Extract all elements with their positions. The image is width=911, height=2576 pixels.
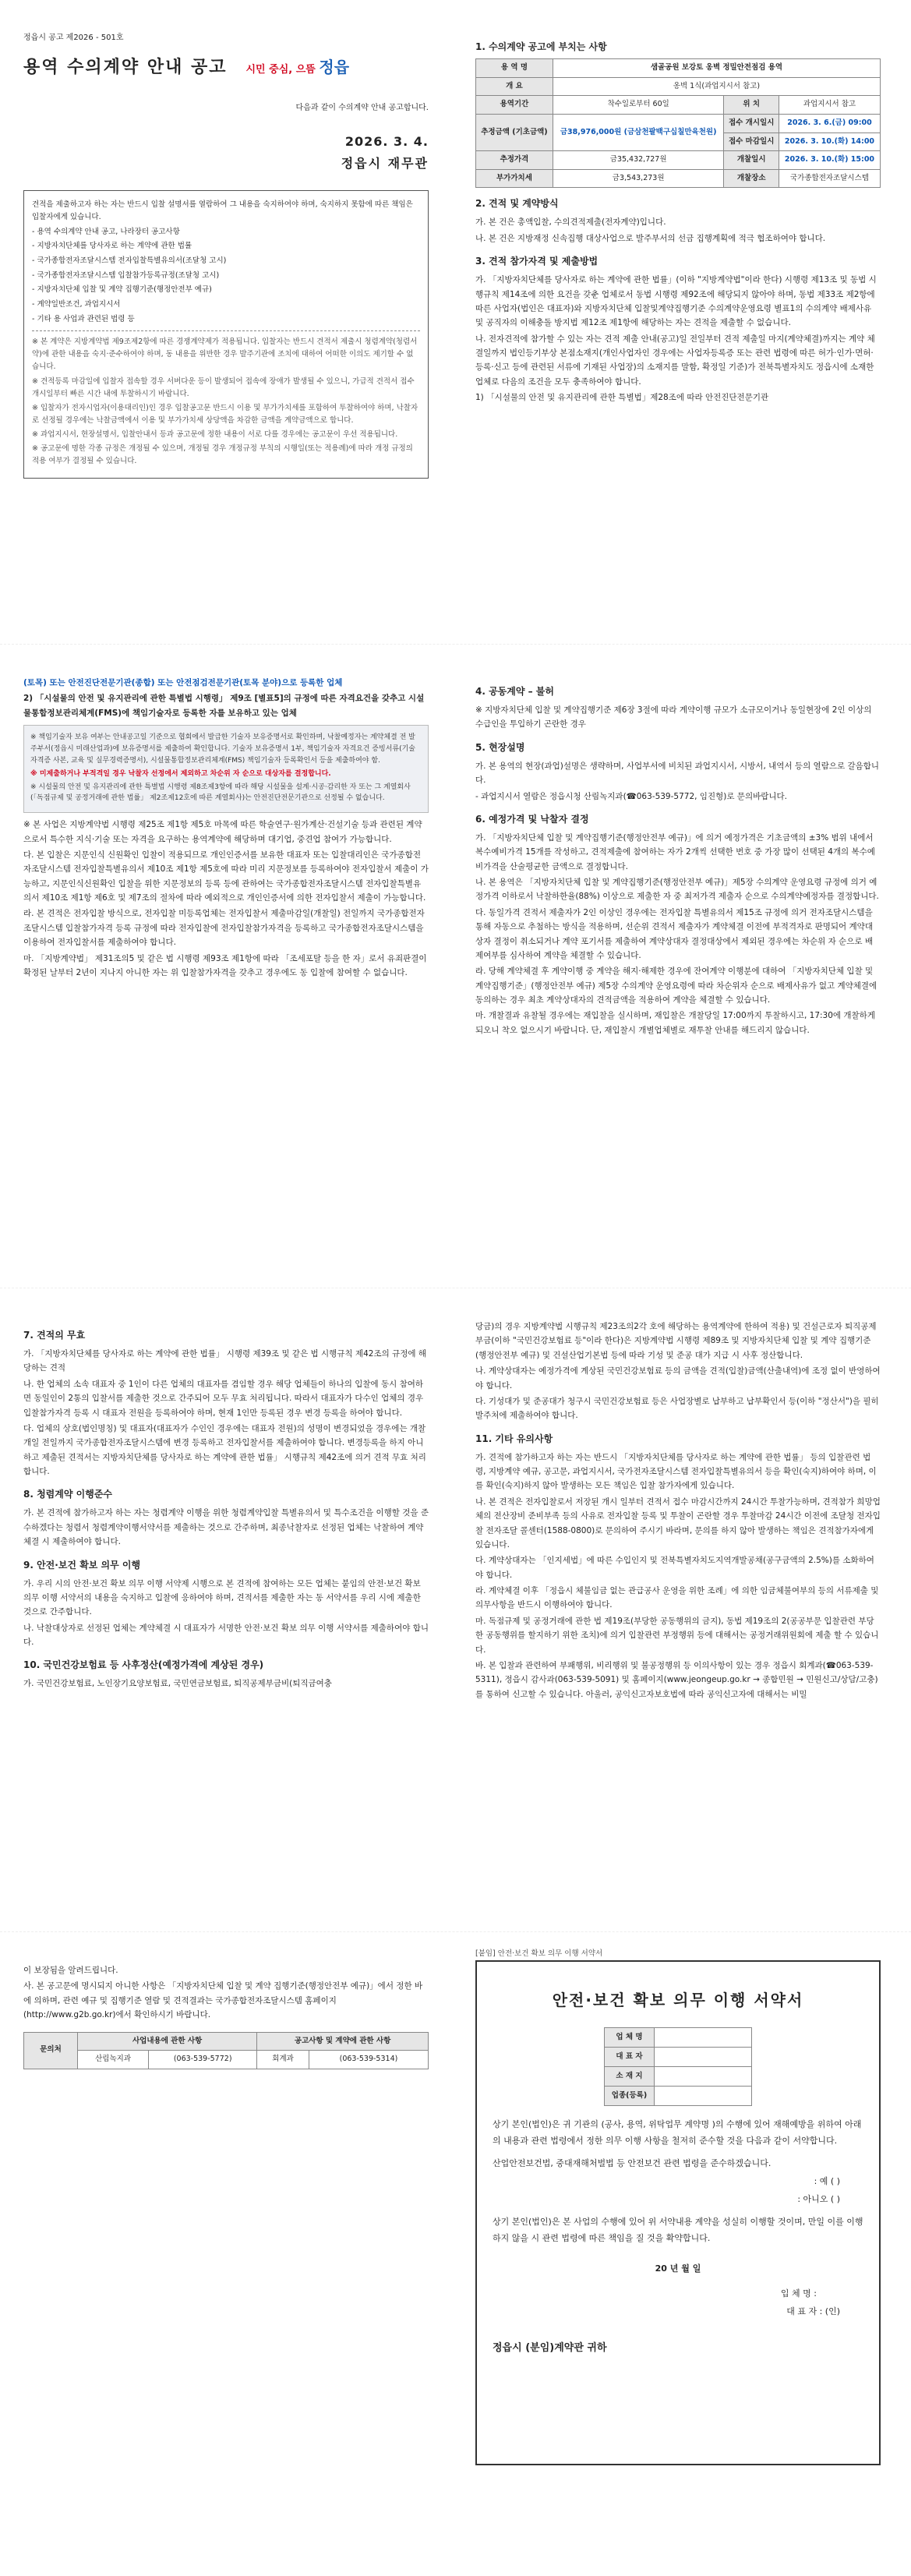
section-2-title: 2. 견적 및 계약방식 [475, 198, 559, 210]
cell-label: 추정금액 (기초금액) [476, 114, 553, 150]
section-10-cont: 다. 기성대가 및 준공대가 청구시 국민건강보험료 등은 사업장별로 납부하고 납부확인서 등(이하 "정산서")을 필히 발주처에 제출하여야 합니다. [475, 1396, 879, 1421]
form-label: 업종(등록) [605, 2087, 655, 2106]
section-6-line: 라. 당해 계약체결 후 계약이행 중 계약을 해지·해제한 경우에 잔여계약 이행분에 대하여 「지방자치단체 입찰 및 계약집행기준」(행정안전부 예규) 제5장 수의계약 운영요령에 따라 차순위자 순으로 배제사유가 없고 계약체결에 동의하는 경우 최초 계약상대자의 견적금액을 적용하여 계약을 체결할 수 있습니다. [475, 966, 877, 1005]
form-label: 업 체 명 [605, 2028, 655, 2048]
cell-value: 국가종합전자조달시스템 [779, 169, 880, 188]
page-2-right [475, 676, 881, 1039]
summary-line: - 국가종합전자조달시스템 전자입찰특별유의서(조달청 고시) [32, 256, 227, 265]
section-3-line: 1) 「시설물의 안전 및 유지관리에 관한 특별법」제28조에 따라 안전진단전문기관 [475, 393, 769, 403]
notice-date: 2026. 3. 4. [344, 133, 429, 149]
page-2 [0, 644, 911, 1288]
cell-value: 2026. 3. 10.(화) 15:00 [779, 151, 880, 170]
page-1-left [23, 31, 429, 479]
intro-text: 다음과 같이 수의계약 안내 공고합니다. [295, 104, 429, 112]
requirement-notice-box [23, 725, 429, 813]
section-6-title: 6. 예정가격 및 낙찰자 결정 [475, 813, 589, 825]
page-3-left [23, 1320, 429, 1693]
page-1 [0, 0, 911, 644]
cell-label: 추정가격 [476, 151, 553, 170]
section-11-line: 가. 견적에 참가하고자 하는 자는 반드시 「지방자치단체를 당사자로 하는 계약에 관한 법률」 등의 입찰관련 법령, 지방계약 예규, 공고문, 과업지시서, 국가전자조달시스템 전자입찰특별유의서 등을 확인(숙지)하여야 하며, 이를 확인(숙지)하지 않아 발생하는 모든 책임은 입찰 참가자에게 있습니다. [475, 1452, 877, 1491]
section-1-title: 1. 수의계약 공고에 부치는 사항 [475, 41, 607, 52]
pledge-option-yes: : 예 ( ) [814, 2176, 840, 2186]
summary-line: - 계약일반조건, 과업지시서 [32, 299, 121, 309]
notice-number: 정읍시 공고 제2026 - 501호 [23, 34, 124, 42]
section-8-line: 가. 본 견적에 참가하고자 하는 자는 청렴계약 이행을 위한 청렴계약입찰 특별유의서 및 특수조건을 이행할 것을 준수하겠다는 청렴서 청렴계약이행서약서를 제출하는 것으로 간주하며, 최종낙찰자로 선정된 업체는 낙찰하여 계약체결 시 제출하여야 합니다. [23, 1508, 429, 1547]
pledge-paragraph: 산업안전보건법, 중대재해처벌법 등 안전보건 관련 법령을 준수하겠습니다. [493, 2158, 772, 2169]
summary-line: - 지방자치단체 입찰 및 계약 집행기준(행정안전부 예규) [32, 285, 212, 295]
summary-line: 견적을 제출하고자 하는 자는 반드시 입찰 설명서를 열람하여 그 내용을 숙지하여야 하며, 숙지하지 못함에 따른 책임은 입찰자에게 있습니다. [32, 200, 413, 222]
cell-label: 부가가치세 [476, 169, 553, 188]
contact-phone: (063-539-5772) [149, 2051, 257, 2069]
cell-label: 접수 마감일시 [724, 133, 779, 151]
section-5-line: 가. 본 용역의 현장(과업)설명은 생략하며, 사업부서에 비치된 과업지시서, 시방서, 내역서 등의 열람으로 갈음합니다. [475, 761, 880, 786]
summary-line: - 지방자치단체를 당사자로 하는 계약에 관한 법률 [32, 242, 192, 251]
section-8-title: 8. 청렴계약 이행준수 [23, 1489, 113, 1500]
pledge-representative: 대 표 자 : (인) [786, 2306, 840, 2317]
contact-col-header: 사업내용에 관한 사항 [78, 2032, 257, 2051]
form-label: 대 표 자 [605, 2048, 655, 2067]
section-7-line: 다. 업체의 상호(법인명칭) 및 대표자(대표자가 수인인 경우에는 대표자 전원)의 성명이 변경되었을 경우에는 개찰개일 전일까지 국가종합전자조달시스템에 변경 등록하고 전자입찰서를 제출하여야 합니다. 변경등록을 하지 아니하고 제출된 견적서는 지방자치단체를 당사자로 하는 계약에 관한 법률」 시행규칙 제42조에 의거 견적 무효 처리합니다. [23, 1423, 426, 1476]
contact-phone: (063-539-5314) [309, 2051, 428, 2069]
cell-value: 옹벽 1식(과업지시서 참고) [553, 77, 880, 96]
section-11-title: 11. 기타 유의사항 [475, 1433, 553, 1444]
contact-table [23, 2032, 429, 2069]
form-field [654, 2087, 751, 2106]
section-11-line: 라. 계약체결 이후 「정읍시 체불임금 없는 관급공사 운영을 위한 조례」에 의한 임금체불여부의 등의 서류제출 및 의무사항을 반드시 이행하여야 합니다. [475, 1586, 879, 1610]
page-3 [0, 1288, 911, 1932]
section-3-line: 가. 「지방자치단체를 당사자로 하는 계약에 관한 법률」(이하 "지방계약법"이라 한다) 시행령 제13조 및 동법 시행규칙 제14조에 의한 요건을 갖춘 업체로서 동법 시행령 제92조에 해당되지 않아야 하며, 동법 제33조 제2항에 따른 사업자(법인은 대표자)와 지방자치단체 입찰및계약집행기준 수의계약운영요령 별표1의 수의계약 배제사유 및 공직자의 이해충돌 방지법 제12조 제1항에 해당하는 자는 견적을 제출할 수 없습니다. [475, 275, 877, 328]
section-10-cont: 당금)의 경우 지방계약법 시행규칙 제23조의2각 호에 해당하는 용역계약에 한하여 적용) 및 건설근로자 퇴직공제부금(이하 "국민건강보험료 등"이라 한다)은 지방계약법 시행령 제89조 및 지방자치단체 입찰 및 계약 집행기준(행정안전부 예규) 및 건설산업기본법 등에 따라 기성 및 준공 대가 지급 시 사후 정산합니다. [475, 1322, 877, 1360]
pledge-title: 안전·보건 확보 의무 이행 서약서 [552, 1991, 804, 2010]
summary-note: ※ 공고문에 명한 각종 규정은 개정될 수 있으며, 개정될 경우 개정규정 부칙의 시행일(또는 적용례)에 따라 개정 규정의 적용 여부가 결정될 수 있습니다. [32, 444, 413, 466]
section-7-title: 7. 견적의 무효 [23, 1330, 86, 1341]
summary-line: - 기타 용 사업과 관련된 법령 등 [32, 314, 135, 323]
section-3-cont: (토목) 또는 안전진단전문기관(종합) 또는 안전점검전문기관(토목 분야)으로 등록한 업체 [23, 678, 343, 687]
divider [32, 330, 420, 331]
section-5-title: 5. 현장설명 [475, 741, 525, 753]
section-11-cont: 사. 본 공고문에 명시되지 아니한 사항은 「지방자치단체 입찰 및 계약 집행기준(행정안전부 예규)」에서 정한 바에 의하며, 관련 예규 및 집행기준 열람 및 견적결과는 국가종합전자조달시스템 홈페이지(http://www.g2b.go.kr)에서 확인하시기 바랍니다. [23, 1981, 423, 2020]
section-11-line: 나. 본 견적은 전자입찰로서 저장된 개시 일부터 견적서 접수 마감시간까지 24시간 투찰가능하며, 견적참가 희망업체의 전산장비 준비부족 등의 사유로 전자입찰 등록 및 투찰이 곤란할 경우 투찰마감 24시간 이전에 조달청 전자입찰 전자조달 콜센터(1588-0800)로 문의하여 주시기 바라며, 문의를 하지 않아 발생하는 책임은 견적참가자에게 있습니다. [475, 1496, 881, 1549]
contact-dept: 회계과 [257, 2051, 309, 2069]
cell-label: 접수 개시일시 [724, 114, 779, 133]
cell-value: 2026. 3. 10.(화) 14:00 [779, 133, 880, 151]
cell-label: 개 요 [476, 77, 553, 96]
section-9-title: 9. 안전·보건 확보 의무 이행 [23, 1559, 141, 1571]
section-3-more: 라. 본 견적은 전자입찰 방식으로, 전자입찰 미등록업체는 전자입찰서 제출마감일(개찰일) 전일까지 국가종합전자조달시스템 입찰참가자격 등록 규정에 따라 전자입찰에 전자입찰참가자격을 등록하고 국가종합전자조달시스템을 이용하여 전자입찰서를 제출하여야 합니다. [23, 909, 425, 948]
summary-box [23, 190, 429, 479]
cell-value: 착수일로부터 60일 [553, 96, 724, 115]
contact-header: 문의처 [24, 2032, 78, 2069]
section-6-line: 마. 개찰결과 유찰될 경우에는 재입찰을 실시하며, 재입찰은 개찰당일 17:00까지 투찰하시고, 17:30에 개찰하게 되오니 착오 없으시기 바랍니다. 단, 재입찰시 개별업체별로 재투찰 안내를 해드리지 않습니다. [475, 1011, 875, 1035]
form-field [654, 2048, 751, 2067]
section-7-line: 가. 「지방자치단체를 당사자로 하는 계약에 관한 법률」 시행령 제39조 및 같은 법 시행규칙 제42조의 규정에 해당하는 견적 [23, 1349, 426, 1373]
project-info-table [475, 58, 881, 188]
page-4-right [475, 1948, 881, 2465]
contact-col-header: 공고사항 및 계약에 관한 사항 [257, 2032, 429, 2051]
cell-value: 과업지시서 참고 [779, 96, 880, 115]
pledge-paragraph: 상기 본인(법인)은 본 사업의 수행에 있어 위 서약내용 계약을 성실히 이행할 것이며, 만일 이를 이행하지 않을 시 관련 법령에 따른 책임을 질 것을 확약합니다. [493, 2216, 863, 2243]
section-4-line: ※ 지방자치단체 입찰 및 계약집행기준 제6장 3절에 따라 계약이행 규모가 소규모이거나 동일현장에 2인 이상의 수급인을 투입하기 곤란한 경우 [475, 705, 872, 730]
section-3-title: 3. 견적 참가자격 및 제출방법 [475, 256, 599, 267]
section-9-line: 가. 우리 시의 안전·보건 확보 의무 이행 서약제 시행으로 본 견적에 참여하는 모든 업체는 붙임의 안전·보건 확보 의무 이행 서약서의 내용을 숙지하고 입찰에 응하여야 하며, 견적서를 제출한 자는 동 서약서를 우리 시에 제출한 것으로 간주합니다. [23, 1578, 421, 1617]
form-field [654, 2067, 751, 2087]
gray-note: ※ 책임기술자 보유 여부는 안내공고일 기준으로 협회에서 발급한 기술자 보유증명서로 확인하며, 낙찰예정자는 계약체결 전 발주부서(정읍시 미래산업과)에 보유증명서를 제출하여 확인합니다. 기술자 보유증명서 1부, 책임기술자 자격요건 증빙서류(기술자격증 사본, 교육 및 실무경력증명서), 시설물통합정보관리체계(FMS) 책임기술자 등록확인서 등을 제출하여야 함. [30, 733, 415, 765]
cell-value: 금35,432,727원 [553, 151, 724, 170]
summary-note: ※ 입찰자가 전자시업자(이용대리인)인 경우 입찰공고문 반드시 이용 및 부가가치세를 포함하여 투찰하여야 하며, 낙찰자로 선정될 경우에는 낙찰금액에서 이용 및 부가가치세 상당액을 차감한 금액을 계약금액으로 합니다. [32, 403, 418, 425]
logo-big-text: 정읍 [319, 58, 350, 77]
pledge-info-table [604, 2027, 752, 2106]
cell-value: 금38,976,000원 (금삼천팔백구십칠만육천원) [553, 114, 724, 150]
cell-value: 2026. 3. 6.(금) 09:00 [779, 114, 880, 133]
pledge-paragraph: 상기 본인(법인)은 귀 기관의 (공사, 용역, 위탁업무 계약명 )의 수행에 있어 재해예방을 위하여 아래의 내용과 관련 법령에서 정한 의무 이행 사항을 철저히 준수할 것을 다음과 같이 서약합니다. [493, 2119, 862, 2147]
gray-note: ※ 시설물의 안전 및 유지관리에 관한 특별법 시행령 제8조제3항에 따라 해당 시설물을 설계·시공·감리한 자 또는 그 계열회사(「독점규제 및 공정거래에 관한 법률」 제2조제12호에 따른 계열회사)는 안전진단전문기관으로 선정될 수 없습니다. [30, 783, 411, 803]
section-10-line: 가. 국민건강보험료, 노인장기요양보험료, 국민연금보험료, 퇴직공제부금비(퇴직금여충 [23, 1679, 332, 1689]
section-10-cont: 나. 계약상대자는 예정가격에 계상된 국민건강보험료 등의 금액을 견적(입찰)금액(산출내역)에 조정 없이 반영하여야 합니다. [475, 1366, 881, 1390]
section-3-cont: 2) 「시설물의 안전 및 유지관리에 관한 특별법 시행령」 제9조 [별표5]의 규정에 따른 자격요건을 갖추고 시설물통합정보관리체계(FMS)에 책임기술자로 등록한 자를 보유하고 있는 업체 [23, 694, 425, 718]
pledge-addressee: 정읍시 (분임)계약관 귀하 [493, 2342, 607, 2355]
summary-note: ※ 견적등록 마감일에 입찰자 접속할 경우 서버다운 등이 발생되어 접속에 장애가 발생될 수 있으니, 가급적 견적서 접수개시일부터 빠른 시간 내에 투찰하시기 바랍니다. [32, 376, 415, 398]
section-11-line: 마. 독점규제 및 공정거래에 관한 법 제19조(부당한 공동행위의 금지), 동법 제19조의 2(공공부문 입찰관련 부당한 공동행위를 할지하기 위한 조치)에 의거 입찰관련 부정행위 등에 대해서는 공정거래위원회에 제출 할 수 있습니다. [475, 1616, 879, 1655]
section-2-line: 가. 본 건은 총액입찰, 수의견적제출(전자계약)입니다. [475, 217, 666, 228]
pledge-form [475, 1960, 881, 2465]
section-11-cont: 이 보장됨을 알려드립니다. [23, 1966, 118, 1975]
page-4-left [23, 1963, 429, 2069]
cell-label: 위 치 [724, 96, 779, 115]
pledge-company: 입 체 명 : [780, 2288, 817, 2299]
summary-note: ※ 본 계약은 지방계약법 제9조제2항에 따른 경쟁계약제가 적용됩니다. 입찰자는 반드시 견적서 제출시 청렴계약(청렴서약)에 관한 내용을 숙지·준수하여야 하며, 동 내용을 위반한 경우 발주기관에 조치에 대하여 어떠한 이의도 제기할 수 없습니다. [32, 337, 418, 372]
section-5-line: - 과업지시서 열람은 정읍시청 산림녹지과(☎063-539-5772, 임진형)로 문의바랍니다. [475, 791, 788, 801]
section-2-line: 나. 본 건은 지방재정 신속집행 대상사업으로 발주부서의 선금 집행계획에 적극 협조하여야 합니다. [475, 233, 826, 243]
summary-line: - 용역 수의계약 안내 공고, 나라장터 공고사항 [32, 227, 180, 236]
appendix-caption: [붙임] 안전·보건 확보 의무 이행 서약서 [475, 1949, 603, 1958]
section-3-more: 다. 본 입찰은 지문인식 신원확인 입찰이 적용되므로 개인인증서를 보유한 대표자 또는 입찰대리인은 국가종합전자조달시스템 전자입찰특별유의서 제10조 제1항 제5호에 따라 미리 지문정보를 등록하여야 전자입찰서 제출이 가능하고, 지문인식신원확인 입찰을 위한 지문정보의 등록 등에 관하여는 국가종합전자조달시스템 전자입찰특별유의서 제10조 제1항 제6호 및 제7조의 절차에 따라 예외적으로 개인인증서에 의한 전자입찰서 제출이 가능합니다. [23, 850, 429, 903]
contact-dept: 산림녹지과 [78, 2051, 149, 2069]
issuing-org: 정읍시 재무관 [341, 155, 429, 171]
summary-note: ※ 과업지시서, 현장설명서, 입찰안내서 등과 공고문에 정한 내용이 서로 다를 경우에는 공고문이 우선 적용됩니다. [32, 430, 398, 440]
page-2-left [23, 676, 429, 981]
section-11-line: 다. 계약상대자는 「인지세법」에 따른 수입인지 및 전북특별자치도지역개발공채(공구금액의 2.5%)를 소화하여야 합니다. [475, 1556, 874, 1580]
page-3-right [475, 1320, 881, 1703]
section-6-line: 다. 동일가격 견적서 제출자가 2인 이상인 경우에는 전자입찰 특별유의서 제15조 규정에 의거 전자조달시스템을 통해 자동으로 추첨하는 방식을 적용하며, 선순위 견적서 제출자가 계약체결 이전에 부적격자로 판명되어 계약대상자 결정이 취소되거나 계약 포기서를 제출하여 계약상대자 결정대상에서 제외된 경우에는 차순위 자 순으로 배제여부를 심사하여 계약을 체결할 수 있습니다. [475, 907, 873, 960]
cell-label: 개찰일시 [724, 151, 779, 170]
cell-value: 샘골공원 보강토 옹벽 정밀안전점검 용역 [553, 59, 880, 78]
city-logo [246, 54, 350, 81]
cell-label: 용 역 명 [476, 59, 553, 78]
section-4-title: 4. 공동계약 – 불허 [475, 686, 554, 697]
pledge-date: 20 년 월 일 [655, 2263, 701, 2274]
gray-note-warning: ※ 미제출하거나 부적격일 경우 낙찰자 선정에서 제외하고 차순위 자 순으로 대상자를 결정합니다. [30, 769, 331, 778]
logo-small-text: 시민 중심, 으뜸 [245, 64, 316, 76]
section-7-line: 나. 한 업체의 소속 대표자 중 1인이 다른 업체의 대표자를 겸임할 경우 해당 업체들이 하나의 입찰에 동시 참여하면 동일인이 2통의 입찰서를 제출한 것으로 간주되어 모두 무효 처리됩니다. 따라서 대표자가 다수인 업체의 경우 입찰참가자격 등록 시 대표자 전원을 등록하여야 하며, 현재 1인만 등록된 경우 변경 등록을 하여야 합니다. [23, 1379, 424, 1418]
page-title: 용역 수의계약 안내 공고 [23, 57, 228, 77]
section-3-more: 마. 「지방계약법」 제31조의5 및 같은 법 시행령 제93조 제1항에 따라 「조세포탈 등을 한 자」로서 유죄판결이 확정된 날부터 2년이 지나지 아니한 자는 위 입찰참가자격을 갖추고 경우에도 동 입찰에 참여할 수 없습니다. [23, 953, 427, 977]
section-11-line: 바. 본 입찰과 관련하여 부패행위, 비리행위 및 불공정행위 등 이의사항이 있는 경우 정읍시 회계과(☎063-539-5311), 정읍시 감사과(063-539-5091) 및 홈페이지(www.jeongeup.go.kr → 종합민원 → 민원신고/상담/고충)를 통하여 신고할 수 있습니다. 아울러, 공익신고자보호법에 따라 공익신고자에 대해서는 비밀 [475, 1660, 878, 1699]
page-4 [0, 1931, 911, 2576]
summary-line: - 국가종합전자조달시스템 입찰참가등록규정(조달청 고시) [32, 270, 220, 280]
cell-value: 금3,543,273원 [553, 169, 724, 188]
section-10-title: 10. 국민건강보험료 등 사후정산(예정가격에 계상된 경우) [23, 1659, 264, 1671]
pledge-option-no: : 아니오 ( ) [797, 2193, 840, 2204]
form-label: 소 재 지 [605, 2067, 655, 2087]
cell-label: 용역기간 [476, 96, 553, 115]
section-6-line: 가. 「지방자치단체 입찰 및 계약집행기준(행정안전부 예규)」에 의거 예정가격은 기초금액의 ±3% 범위 내에서 복수예비가격 15개를 작성하고, 견적제출에 참여하는 자가 2개씩 선택한 번호 중 가장 많이 선택된 4개의 복수예비가격을 산술평균한 금액으로 결정합니다. [475, 832, 875, 871]
section-9-line: 나. 낙찰대상자로 선정된 업체는 계약체결 시 대표자가 서명한 안전·보건 확보 의무 이행 서약서를 제출하여야 합니다. [23, 1623, 429, 1647]
title-row [23, 53, 429, 83]
cell-label: 개찰장소 [724, 169, 779, 188]
page-1-right [475, 31, 881, 407]
section-3-more: ※ 본 사업은 지방계약법 시행령 제25조 제1항 제5호 마목에 따른 학술연구·원가계산·건설기술 등과 관련된 계약으로서 특수한 지식·기술 또는 자격을 요구하는 용역계약에 해당하며 대기업, 중견업 참여가 가능합니다. [23, 820, 422, 844]
section-3-line: 나. 전자견적에 참가할 수 있는 자는 견적 제출 안내(공고)일 전일부터 견적 제출일 마지(계약체결)까지는 계약 체결일까지 법인등기부상 본점소재지(개인사업자인 경우에는 사업자등록증 또는 관련 법령에 따른 허가·인가·면허·등록·신고 등에 관련된 서류에 기재된 사업장)의 소재지를 말함, 확정일 기준)가 전북특별자치도 정읍시에 소재한 업체로 다음의 조건을 모두 충족하여야 합니다. [475, 334, 875, 387]
form-field [654, 2028, 751, 2048]
section-6-line: 나. 본 용역은 「지방자치단체 입찰 및 계약집행기준(행정안전부 예규)」제5장 수의계약 운영요령 규정에 의거 예정가격 이하로서 낙찰하한율(88%) 이상으로 제출한 자 중 최저가격 제출자 순으로 수의계약예정자를 결정합니다. [475, 878, 879, 902]
